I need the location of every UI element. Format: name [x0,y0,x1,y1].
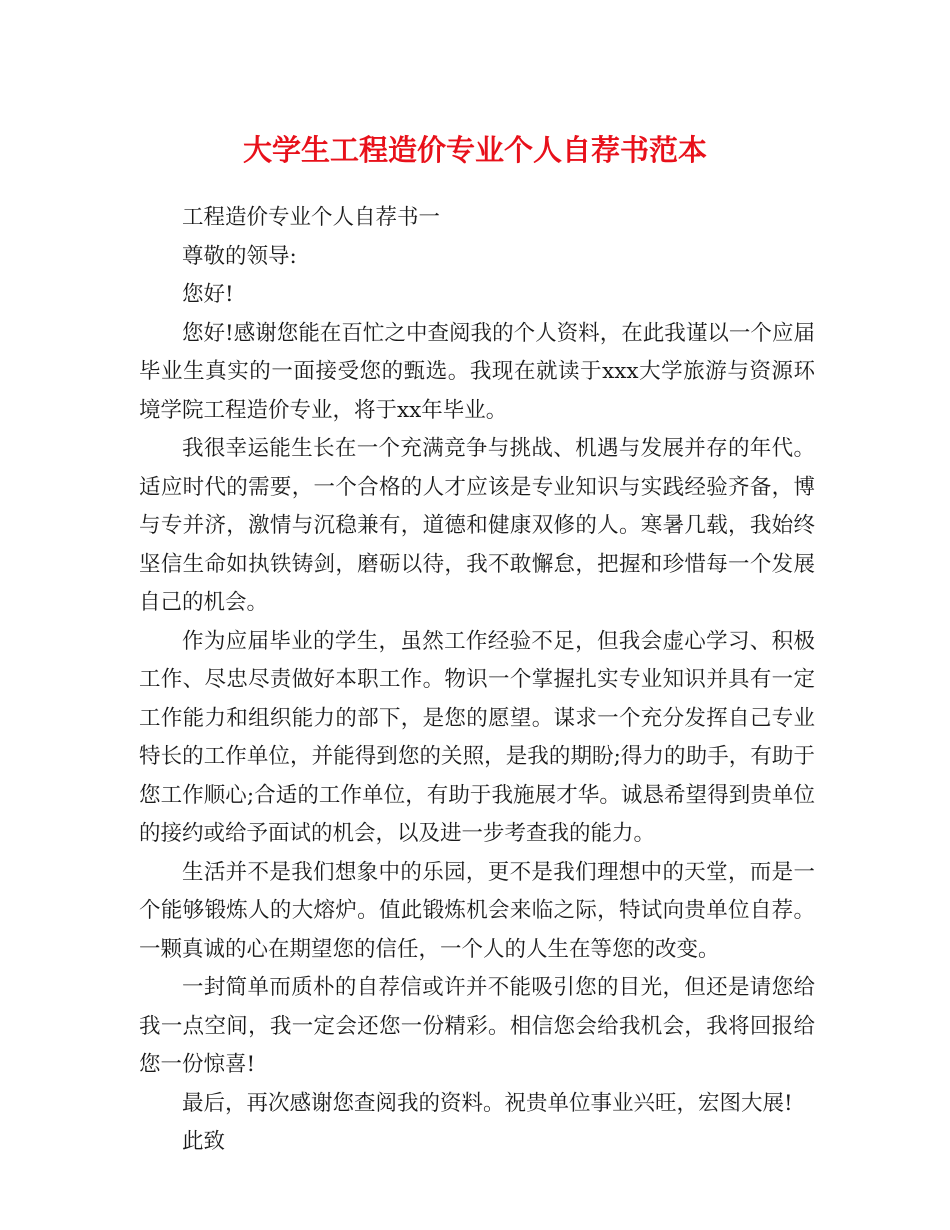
paragraph-request: 一封简单而质朴的自荐信或许并不能吸引您的目光，但还是请您给我一点空间，我一定会还您一份精彩。相信您会给我机会，我将回报给您一份惊喜! [139,975,815,1077]
greeting: 您好! [182,282,234,307]
paragraph-life: 生活并不是我们想象中的乐园，更不是我们理想中的天堂，而是一个能够锻炼人的大熔炉。值此锻炼机会来临之际，特试向贵单位自荐。一颗真诚的心在期望您的信任，一个人的人生在等您的改变。 [139,859,815,962]
closing-line: 此致 [182,1129,226,1154]
paragraph-intro: 您好!感谢您能在百忙之中查阅我的个人资料，在此我谨以一个应届毕业生真实的一面接受您的甄选。我现在就读于xxx大学旅游与资源环境学院工程造价专业，将于xx年毕业。 [139,320,815,423]
document-title: 大学生工程造价专业个人自荐书范本 [242,133,707,167]
paragraph-thanks: 最后，再次感谢您查阅我的资料。祝贵单位事业兴旺，宏图大展! [182,1090,793,1116]
salutation: 尊敬的领导: [182,243,297,269]
paragraph-background: 我很幸运能生长在一个充满竞争与挑战、机遇与发展并存的年代。适应时代的需要，一个合格的人才应该是专业知识与实践经验齐备，博与专并济，激情与沉稳兼有，道德和健康双修的人。寒暑几载，我始终坚信生命如执铁铸剑，磨砺以待，我不敢懈怠，把握和珍惜每一个发展自己的机会。 [139,436,815,615]
paragraph-goals: 作为应届毕业的学生，虽然工作经验不足，但我会虚心学习、积极工作、尽忠尽责做好本职工作。物识一个掌握扎实专业知识并具有一定工作能力和组织能力的部下，是您的愿望。谋求一个充分发挥自己专业特长的工作单位，并能得到您的关照，是我的期盼;得力的助手，有助于您工作顺心;合适的工作单位，有助于我施展才华。诚恳希望得到贵单位的接约或给予面试的机会，以及进一步考查我的能力。 [139,628,815,846]
document-body [139,199,815,1162]
heading-line: 工程造价专业个人自荐书一 [182,205,441,230]
